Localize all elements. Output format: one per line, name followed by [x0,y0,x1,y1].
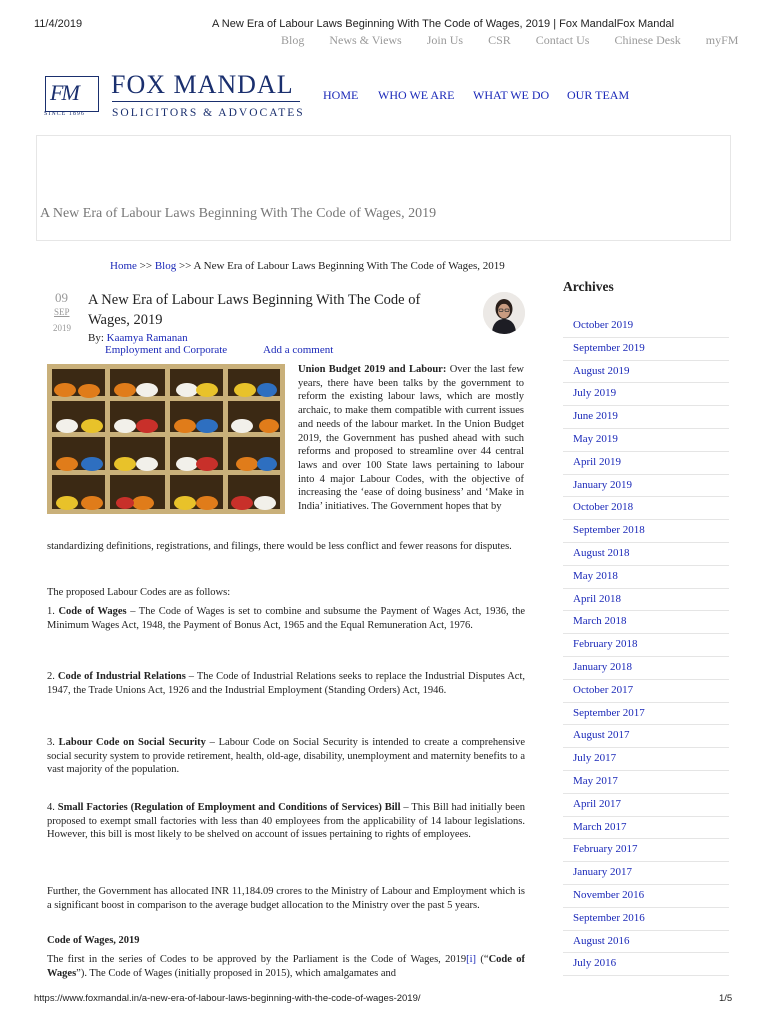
top-link-csr[interactable]: CSR [488,33,511,47]
archive-link[interactable]: September 2018 [563,520,729,543]
archives-title: Archives [563,279,614,294]
logo-monogram: FM [50,80,78,105]
archive-link[interactable]: October 2018 [563,497,729,520]
archive-link[interactable]: May 2017 [563,771,729,794]
archive-link[interactable]: January 2017 [563,862,729,885]
archive-link[interactable]: August 2016 [563,931,729,954]
breadcrumb [110,260,505,272]
archive-link[interactable]: June 2019 [563,406,729,429]
top-link-join[interactable]: Join Us [426,33,464,47]
category-link[interactable]: Employment and Corporate [105,344,228,356]
footnote-ref-link[interactable]: [i] [466,954,477,965]
post-date-month: SEP [54,307,70,317]
post-byline [88,332,188,344]
archive-link[interactable]: January 2018 [563,657,729,680]
top-link-contact[interactable]: Contact Us [535,33,590,47]
breadcrumb-blog[interactable]: Blog [154,260,177,272]
archive-link[interactable]: April 2017 [563,794,729,817]
code-3-title: Labour Code on Social Security [58,737,206,748]
code-4-number: 4. [47,802,55,813]
archive-link[interactable]: October 2017 [563,680,729,703]
logo-name[interactable]: FOX MANDAL [111,70,294,99]
logo-divider [112,101,300,102]
archive-link[interactable]: May 2018 [563,566,729,589]
post-date-day: 09 [55,290,68,305]
archive-link[interactable]: August 2019 [563,361,729,384]
author-avatar [483,292,525,334]
code-3-paragraph [47,736,525,777]
archives-list [563,315,729,976]
author-link[interactable]: Kaamya Ramanan [106,332,188,344]
code-1-title: Code of Wages [58,606,127,617]
final-text-bold: Code of Wages [47,954,525,979]
intro-text: Over the last few years, there have been talks by the government to reform the existing labour laws, which are mostly archaic, to make them compatible with current issues and needs of the labour market. In the Union Budget 2019, the Government has pushed ahead with such reforms and proposed to streamline over 44 central laws and over 100 State laws pertaining to labour into 4 major Labour Codes, with the objective of increasing the ‘ease of doing business’ and ‘Make in India’ initiatives. The Government hopes that by [298,364,524,513]
nav-what-we-do[interactable]: WHAT WE DO [473,88,550,102]
intro-heading: Union Budget 2019 and Labour: [298,364,447,375]
code-2-number: 2. [47,671,55,682]
logo-tagline: SOLICITORS & ADVOCATES [112,107,305,119]
top-link-news[interactable]: News & Views [329,33,402,47]
archive-link[interactable]: March 2018 [563,611,729,634]
featured-image [47,364,285,514]
post-title: A New Era of Labour Laws Beginning With The Code of Wages, 2019 [88,292,421,328]
page-banner [36,135,731,241]
final-text-b2: ”). The Code of Wages (initially proposed in 2015), which amalgamates and [76,967,396,979]
code-1-paragraph [47,605,525,632]
nav-our-team[interactable]: OUR TEAM [567,88,630,102]
code-1-number: 1. [47,606,55,617]
hard-hats-shelf-image [47,364,285,514]
archive-link[interactable]: July 2016 [563,953,729,976]
archive-link[interactable]: November 2016 [563,885,729,908]
breadcrumb-current: A New Era of Labour Laws Beginning With The Code of Wages, 2019 [193,260,505,272]
code-3-number: 3. [47,737,55,748]
print-doc-title: A New Era of Labour Laws Beginning With The Code of Wages, 2019 | Fox MandalFox Mandal [212,18,675,30]
archive-link[interactable]: July 2019 [563,383,729,406]
top-link-chinese-desk[interactable]: Chinese Desk [614,33,681,47]
code-3-text: – Labour Code on Social Security is intended to create a comprehensive social security system to provide retirement, health, old-age, disability, unemployment and maternity benefits to a vast majority of the population. [47,737,526,776]
breadcrumb-home[interactable]: Home [110,260,137,272]
archive-link[interactable]: August 2017 [563,725,729,748]
archive-link[interactable]: September 2017 [563,703,729,726]
code-1-text: – The Code of Wages is set to combine and subsume the Payment of Wages Act, 1936, the Minimum Wages Act, 1948, the Payment of Bonus Act, 1965 and the Equal Remuneration Act, 1976. [47,606,525,631]
allocation-paragraph: Further, the Government has allocated INR 11,184.09 crores to the Ministry of Labour and Employment which is a significant boost in comparison to the average budget allocation to the Ministry over the past 5 years. [47,886,525,911]
intro-paragraph [298,363,524,514]
archive-link[interactable]: July 2017 [563,748,729,771]
post-date-year: 2019 [53,323,71,333]
final-text-a: The first in the series of Codes to be approved by the Parliament is the Code of Wages, 2019 [47,954,467,965]
archive-link[interactable]: March 2017 [563,817,729,840]
archive-link[interactable]: September 2016 [563,908,729,931]
archive-link[interactable]: May 2019 [563,429,729,452]
archive-link[interactable]: April 2018 [563,589,729,612]
archive-link[interactable]: January 2019 [563,475,729,498]
archive-link[interactable]: February 2018 [563,634,729,657]
archive-link[interactable]: August 2018 [563,543,729,566]
section-heading: Code of Wages, 2019 [47,935,140,946]
final-text-b1: (“ [480,954,489,965]
print-date: 11/4/2019 [34,18,83,30]
logo-since: SINCE 1896 [44,111,85,117]
avatar-person-icon [483,292,525,334]
nav-home[interactable]: HOME [323,88,359,102]
code-2-paragraph [47,670,525,697]
by-label: By: [88,332,104,344]
intro-tail: standardizing definitions, registrations, and filings, there would be less conflict and fewer reasons for disputes. [47,541,512,552]
top-link-blog[interactable]: Blog [281,33,305,47]
archive-link[interactable]: October 2019 [563,315,729,338]
archive-link[interactable]: February 2017 [563,839,729,862]
print-page-number: 1/5 [719,993,733,1004]
code-4-title: Small Factories (Regulation of Employment and Conditions of Services) Bill [57,802,401,813]
breadcrumb-sep: >> [139,260,153,272]
code-4-paragraph [47,801,525,842]
top-link-myfm[interactable]: myFM [705,33,739,47]
code-2-text: – The Code of Industrial Relations seeks to replace the Industrial Disputes Act, 1947, the Trade Unions Act, 1926 and the Industrial Employment (Standing Orders) Act, 1946. [47,671,525,696]
breadcrumb-sep: >> [178,260,192,272]
code-4-text: – This Bill had initially been proposed to exempt small factories with less than 40 employees from the applicability of 14 labour legislations. However, this bill is most likely to be shelved on account of issues pertaining to rights of employees. [47,802,525,841]
banner-title: A New Era of Labour Laws Beginning With The Code of Wages, 2019 [40,206,437,221]
codes-intro: The proposed Labour Codes are as follows: [47,587,231,598]
nav-who-we-are[interactable]: WHO WE ARE [378,88,455,102]
code-2-title: Code of Industrial Relations [57,671,186,682]
top-links [281,33,760,48]
archive-link[interactable]: April 2019 [563,452,729,475]
print-url: https://www.foxmandal.in/a-new-era-of-labour-laws-beginning-with-the-code-of-wages-2019/ [34,993,421,1004]
archive-link[interactable]: September 2019 [563,338,729,361]
add-comment-link[interactable]: Add a comment [263,344,334,356]
final-paragraph [47,953,525,981]
